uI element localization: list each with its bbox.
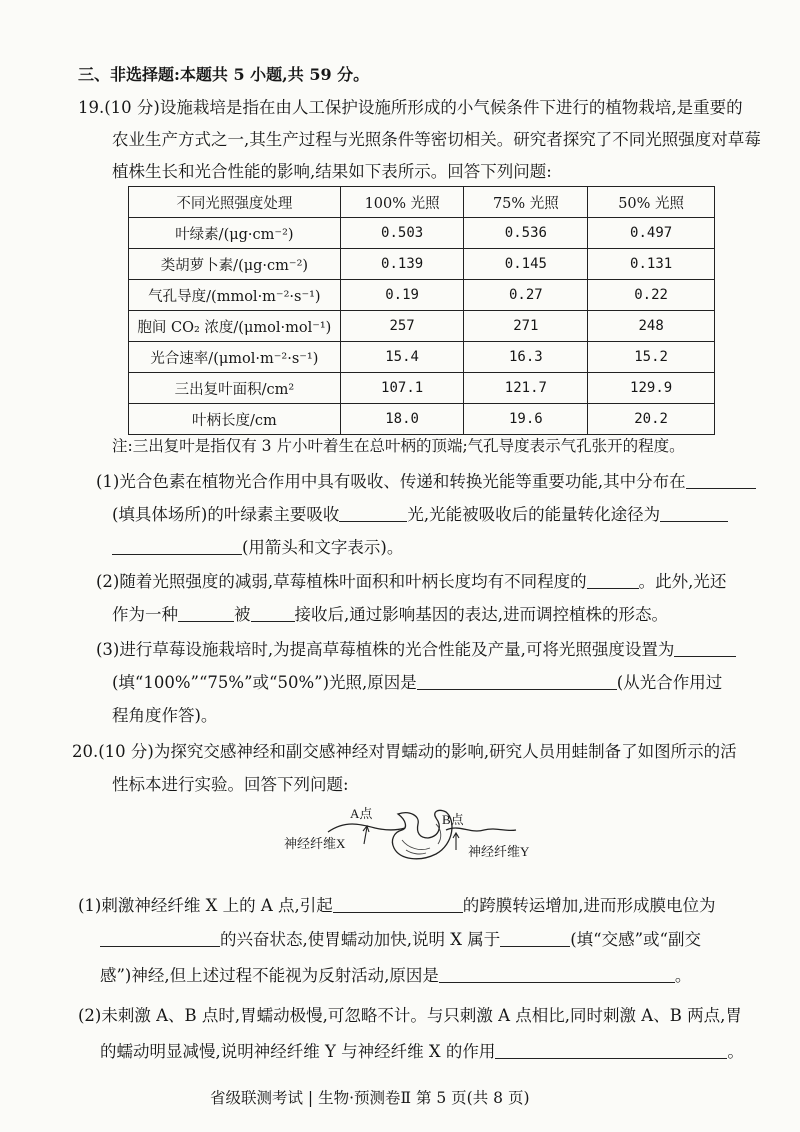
table-cell: 271 xyxy=(464,311,588,342)
q20-part1-text-e: 感”)神经,但上述过程不能视为反射活动,原因是 xyxy=(100,966,439,985)
row-label: 胞间 CO₂ 浓度/(μmol·mol⁻¹) xyxy=(129,311,341,342)
table-row xyxy=(129,311,715,342)
table-cell: 16.3 xyxy=(464,342,588,373)
q19-part3-text-c: (从光合作用过 xyxy=(616,673,723,692)
table-cell: 0.27 xyxy=(464,280,588,311)
nerve-fiber-y xyxy=(446,828,516,831)
q19-part3-line2 xyxy=(112,669,722,693)
answer-blank[interactable] xyxy=(100,930,220,947)
q19-part3-line3: 程角度作答)。 xyxy=(112,706,218,725)
q19-part1-text-a: (1)光合色素在植物光合作用中具有吸收、传递和转换光能等重要功能,其中分布在 xyxy=(96,472,686,491)
q19-part1-line2 xyxy=(112,501,728,525)
answer-blank[interactable] xyxy=(500,930,570,947)
answer-blank[interactable] xyxy=(251,605,295,622)
table-cell: 15.4 xyxy=(340,342,464,373)
table-note: 注:三出复叶是指仅有 3 片小叶着生在总叶柄的顶端;气孔导度表示气孔张开的程度。 xyxy=(112,437,685,455)
table-cell: 0.145 xyxy=(464,249,588,280)
q20-part2-text-c: 。 xyxy=(727,1042,744,1061)
q20-line-2: 性标本进行实验。回答下列问题: xyxy=(112,775,349,794)
q19-part1-text-d: (用箭头和文字表示)。 xyxy=(242,538,404,557)
q20-part1-line2 xyxy=(100,926,701,950)
table-cell: 248 xyxy=(588,311,715,342)
answer-blank[interactable] xyxy=(333,896,463,913)
q19-part3-line1 xyxy=(96,636,736,660)
answer-blank[interactable] xyxy=(178,605,234,622)
table-row xyxy=(129,404,715,435)
q19-line-2: 农业生产方式之一,其生产过程与光照条件等密切相关。研究者探究了不同光照强度对草莓 xyxy=(112,130,761,149)
answer-blank[interactable] xyxy=(339,505,407,522)
answer-blank[interactable] xyxy=(439,966,675,983)
q19-line-1: 19.(10 分)设施栽培是指在由人工保护设施所形成的小气候条件下进行的植物栽培,是重要的 xyxy=(78,98,743,117)
q19-part2-line2 xyxy=(112,601,668,625)
table-cell: 0.19 xyxy=(340,280,464,311)
table-cell: 15.2 xyxy=(588,342,715,373)
q20-part1-text-a: (1)刺激神经纤维 X 上的 A 点,引起 xyxy=(78,896,333,915)
table-row xyxy=(129,373,715,404)
row-label: 气孔导度/(mmol·m⁻²·s⁻¹) xyxy=(129,280,341,311)
label-nerve-y: 神经纤维Y xyxy=(468,844,530,859)
q20-part1-text-c: 的兴奋状态,使胃蠕动加快,说明 X 属于 xyxy=(220,930,501,949)
q19-part1-line1 xyxy=(96,468,756,492)
table-cell: 0.139 xyxy=(340,249,464,280)
table-header-row xyxy=(129,187,715,218)
q19-part2-text-c: 作为一种 xyxy=(112,605,178,624)
q19-part2-line1 xyxy=(96,568,726,592)
q20-part2-line1: (2)未刺激 A、B 点时,胃蠕动极慢,可忽略不计。与只刺激 A 点相比,同时刺激 A、B 两点,胃 xyxy=(78,1006,742,1025)
q19-line-3: 植株生长和光合性能的影响,结果如下表所示。回答下列问题: xyxy=(112,162,552,181)
q20-part2-text-b: 的蠕动明显减慢,说明神经纤维 Y 与神经纤维 X 的作用 xyxy=(100,1042,496,1061)
table-cell: 0.497 xyxy=(588,218,715,249)
q20-part2-line2 xyxy=(100,1038,744,1062)
answer-blank[interactable] xyxy=(674,640,736,657)
q19-part2-text-b: 。此外,光还 xyxy=(638,572,727,591)
table-header-cell: 不同光照强度处理 xyxy=(129,187,341,218)
q20-part1-line1 xyxy=(78,892,716,916)
table-row xyxy=(129,280,715,311)
row-label: 叶柄长度/cm xyxy=(129,404,341,435)
table-cell: 0.503 xyxy=(340,218,464,249)
q19-part1-text-b: (填具体场所)的叶绿素主要吸收 xyxy=(112,505,340,524)
table-cell: 107.1 xyxy=(340,373,464,404)
q20-part1-line3 xyxy=(100,962,691,986)
q19-part2-text-d: 被 xyxy=(234,605,251,624)
row-label: 叶绿素/(μg·cm⁻²) xyxy=(129,218,341,249)
answer-blank[interactable] xyxy=(417,673,617,690)
row-label: 三出复叶面积/cm² xyxy=(129,373,341,404)
row-label: 类胡萝卜素/(μg·cm⁻²) xyxy=(129,249,341,280)
table-cell: 121.7 xyxy=(464,373,588,404)
table-cell: 18.0 xyxy=(340,404,464,435)
row-label: 光合速率/(μmol·m⁻²·s⁻¹) xyxy=(129,342,341,373)
stomach-nerve-figure xyxy=(270,800,570,880)
label-b-point: B点 xyxy=(442,812,464,827)
q19-part2-text-e: 接收后,通过影响基因的表达,进而调控植株的形态。 xyxy=(294,605,668,624)
answer-blank[interactable] xyxy=(660,505,728,522)
section-title: 三、非选择题:本题共 5 小题,共 59 分。 xyxy=(78,65,370,84)
q19-part2-text-a: (2)随着光照强度的减弱,草莓植株叶面积和叶柄长度均有不同程度的 xyxy=(96,572,587,591)
page-footer: 省级联测考试 | 生物·预测卷Ⅱ 第 5 页(共 8 页) xyxy=(210,1089,530,1107)
label-nerve-x: 神经纤维X xyxy=(284,836,346,851)
q19-part3-text-a: (3)进行草莓设施栽培时,为提高草莓植株的光合性能及产量,可将光照强度设置为 xyxy=(96,640,675,659)
light-intensity-table xyxy=(128,186,715,435)
table-row xyxy=(129,218,715,249)
q19-part1-text-c: 光,光能被吸收后的能量转化途径为 xyxy=(407,505,661,524)
table-row xyxy=(129,342,715,373)
table-cell: 257 xyxy=(340,311,464,342)
table-row xyxy=(129,249,715,280)
q19-part3-text-b: (填“100%”“75%”或“50%”)光照,原因是 xyxy=(112,673,417,692)
table-header-cell: 75% 光照 xyxy=(464,187,588,218)
q20-part1-text-d: (填“交感”或“副交 xyxy=(570,930,701,949)
answer-blank[interactable] xyxy=(112,538,242,555)
table-cell: 0.131 xyxy=(588,249,715,280)
q19-part1-line3 xyxy=(112,534,403,558)
answer-blank[interactable] xyxy=(495,1042,727,1059)
answer-blank[interactable] xyxy=(686,472,756,489)
table-header-cell: 100% 光照 xyxy=(340,187,464,218)
table-header-cell: 50% 光照 xyxy=(588,187,715,218)
answer-blank[interactable] xyxy=(587,572,639,589)
table-cell: 0.536 xyxy=(464,218,588,249)
label-a-point: A点 xyxy=(350,806,373,821)
table-cell: 19.6 xyxy=(464,404,588,435)
q20-part1-text-b: 的跨膜转运增加,进而形成膜电位为 xyxy=(462,896,716,915)
q20-part1-text-f: 。 xyxy=(674,966,692,985)
table-cell: 20.2 xyxy=(588,404,715,435)
table-cell: 129.9 xyxy=(588,373,715,404)
q20-line-1: 20.(10 分)为探究交感神经和副交感神经对胃蠕动的影响,研究人员用蛙制备了如图所示的活 xyxy=(72,742,737,761)
table-cell: 0.22 xyxy=(588,280,715,311)
